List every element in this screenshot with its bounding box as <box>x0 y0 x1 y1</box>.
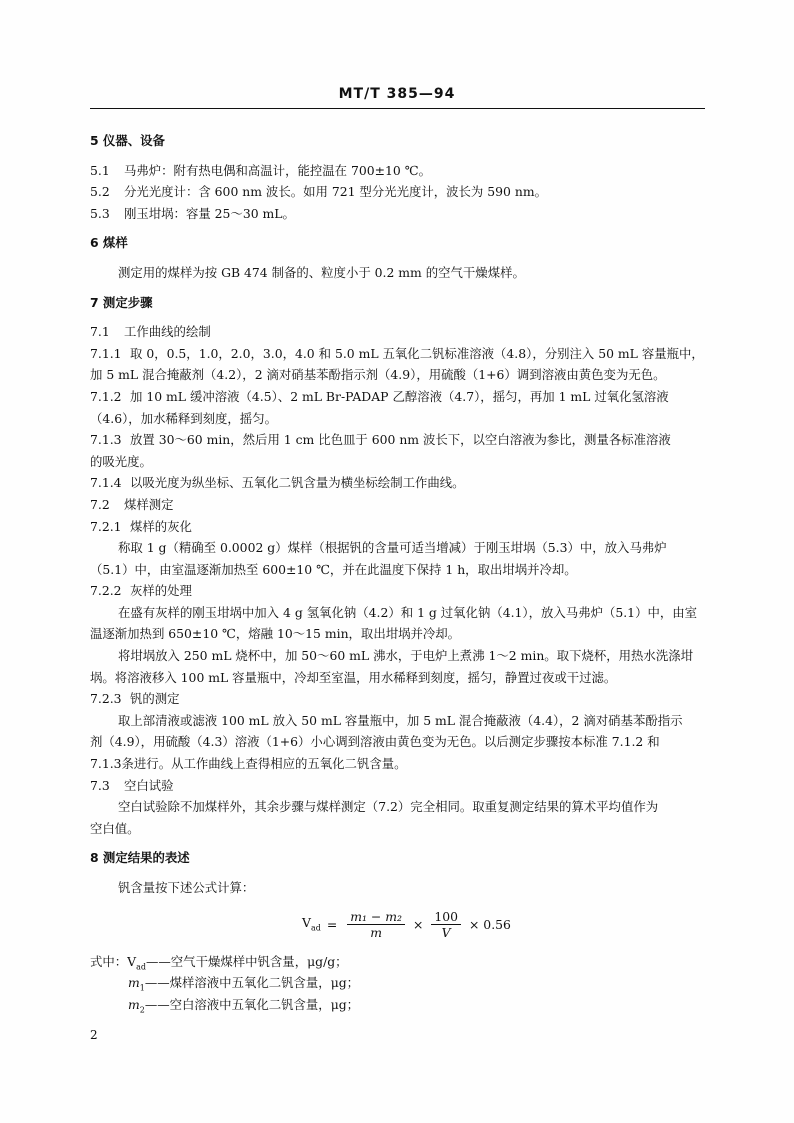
formula-times-2: × 0.56 <box>468 916 511 932</box>
formula-times-1: × <box>412 916 424 932</box>
header-rule <box>90 108 705 109</box>
section-8-heading: 8 测定结果的表述 <box>90 850 190 866</box>
definition-m2: $m_2——$空白溶液中五氧化二钒含量，μg； <box>128 996 360 1015</box>
item-7-3: 7.3 空白试验 <box>90 777 174 793</box>
item-7-1-1-cont: 加 5 mL 混合掩蔽剂（4.2），2 滴对硝基苯酚指示剂（4.9），用硫酸（1+6）调到溶液由黄色变为无色。 <box>90 367 666 383</box>
definition-m1: $m_1——$煤样溶液中五氧化二钒含量，μg； <box>128 975 360 993</box>
definition-vad: 式中：$V_{ad}——$空气干燥煤样中钒含量，μg/g； <box>90 953 348 972</box>
item-7-1-1: 7.1.1 取 0，0.5，1.0，2.0，3.0，4.0 和 5.0 mL 五氧化二钒标准溶液（4.8），分别注入 50 mL 容量瓶中， <box>90 345 704 361</box>
item-7-1-3: 7.1.3 放置 30～60 min，然后用 1 cm 比色皿于 600 nm 波长下，以空白溶液为参比，测量各标准溶液 <box>90 432 671 448</box>
formula-fraction-2: $\frac{100}{V}$ <box>431 909 461 940</box>
section-6-heading: 6 煤样 <box>90 235 128 251</box>
item-7-2-1-p1-cont: （5.1）中，由室温逐渐加热至 600±10 ℃，并在此温度下保持 1 h，取出坩埚并冷却。 <box>90 561 577 577</box>
item-7-2-2-p2: 将坩埚放入 250 mL 烧杯中，加 50～60 mL 沸水，于电炉上煮沸 1～2 min。取下烧杯，用热水洗涤坩 <box>118 648 693 664</box>
item-7-1-4: 7.1.4 以吸光度为纵坐标、五氧化二钒含量为横坐标绘制工作曲线。 <box>90 475 465 491</box>
item-7-3-p1-cont: 空白值。 <box>90 820 140 836</box>
document-body <box>90 130 705 1015</box>
item-7-1: 7.1 工作曲线的绘制 <box>90 324 211 340</box>
item-7-2: 7.2 煤样测定 <box>90 496 174 512</box>
item-7-2-2: 7.2.2 灰样的处理 <box>90 583 192 599</box>
item-5-3: 5.3 刚玉坩埚：容量 25～30 mL。 <box>90 205 295 221</box>
item-7-2-2-p2-cont: 埚。将溶液移入 100 mL 容量瓶中，冷却至室温，用水稀释到刻度，摇匀，静置过夜或干过滤。 <box>90 669 617 685</box>
page-number: 2 <box>90 1028 98 1042</box>
item-7-2-3: 7.2.3 钒的测定 <box>90 691 180 707</box>
formula-lhs: $V_{ad}$ <box>302 915 321 933</box>
item-7-2-2-p1-cont: 温逐渐加热到 650±10 ℃，熔融 10～15 min，取出坩埚并冷却。 <box>90 626 461 642</box>
section-7-heading: 7 测定步骤 <box>90 294 153 310</box>
section-6-text: 测定用的煤样为按 GB 474 制备的、粒度小于 0.2 mm 的空气干燥煤样。 <box>118 264 525 280</box>
item-7-2-1: 7.2.1 煤样的灰化 <box>90 518 192 534</box>
item-5-1: 5.1 马弗炉：附有热电偶和高温计，能控温在 700±10 ℃。 <box>90 162 431 178</box>
item-7-1-3-cont: 的吸光度。 <box>90 453 152 469</box>
item-7-1-2-cont: （4.6），加水稀释到刻度，摇匀。 <box>90 410 277 426</box>
item-5-2: 5.2 分光光度计：含 600 nm 波长。如用 721 型分光光度计，波长为 590 nm。 <box>90 184 547 200</box>
item-7-2-3-p1-cont: 剂（4.9），用硫酸（4.3）溶液（1+6）小心调到溶液由黄色变为无色。以后测定步骤按本标准 7.1.2 和 <box>90 734 660 750</box>
item-7-3-p1: 空白试验除不加煤样外，其余步骤与煤样测定（7.2）完全相同。取重复测定结果的算术平均值作为 <box>118 799 659 815</box>
item-7-2-1-p1: 称取 1 g（精确至 0.0002 g）煤样（根据钒的含量可适当增减）于刚玉坩埚（5.3）中，放入马弗炉 <box>118 540 667 556</box>
section-5-heading: 5 仪器、设备 <box>90 133 165 148</box>
vanadium-formula <box>90 903 705 947</box>
formula-equals: = <box>326 916 338 932</box>
item-7-2-2-p1: 在盛有灰样的刚玉坩埚中加入 4 g 氢氧化钠（4.2）和 1 g 过氧化钠（4.1），放入马弗炉（5.1）中，由室 <box>118 604 698 620</box>
item-7-2-3-p1: 取上部清液或滤液 100 mL 放入 50 mL 容量瓶中，加 5 mL 混合掩蔽液（4.4），2 滴对硝基苯酚指示 <box>118 712 683 728</box>
formula-fraction-1: $\frac{\text{m₁ − m₂}}{m}$ <box>347 909 405 940</box>
standard-code: MT/T 385—94 <box>338 86 456 102</box>
item-7-2-3-p1-cont2: 7.1.3条进行。从工作曲线上查得相应的五氧化二钒含量。 <box>90 756 407 772</box>
item-7-1-2: 7.1.2 加 10 mL 缓冲溶液（4.5）、2 mL Br-PADAP 乙醇溶液（4.7），摇匀，再加 1 mL 过氧化氢溶液 <box>90 388 669 404</box>
section-8-intro: 钒含量按下述公式计算： <box>118 880 255 895</box>
